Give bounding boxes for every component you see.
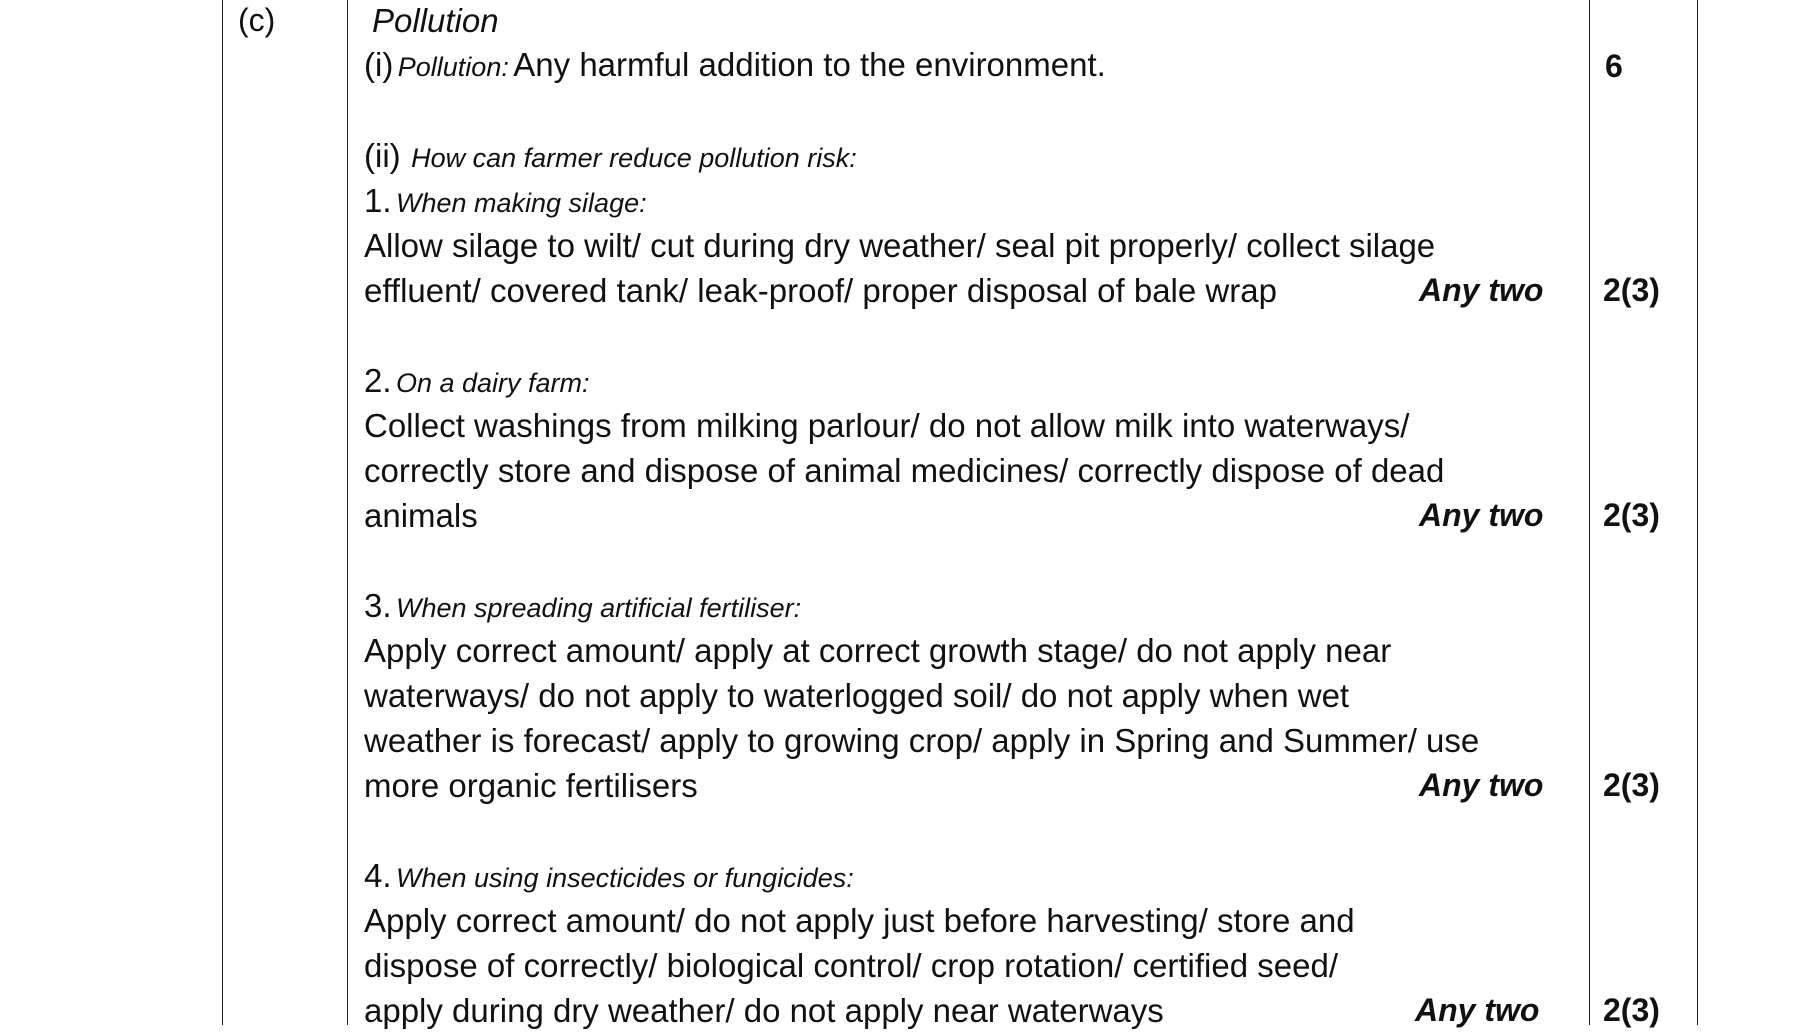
item-3-mark: 2(3) — [1603, 767, 1660, 803]
item-1-note: Any two — [1419, 272, 1544, 308]
item-3-number: 3. — [364, 587, 392, 624]
item-1-title — [364, 182, 647, 220]
item-3-line-1: Apply correct amount/ apply at correct growth stage/ do not apply near — [364, 632, 1392, 669]
item-2-line-3: animals — [364, 497, 478, 534]
item-2-note: Any two — [1419, 497, 1544, 533]
item-2-number: 2. — [364, 362, 392, 399]
item-4-note: Any two — [1415, 992, 1540, 1028]
item-4-line-2: dispose of correctly/ biological control/ crop rotation/ certified seed/ — [364, 947, 1338, 984]
definition-mark: 6 — [1605, 48, 1623, 84]
definition-line — [364, 46, 1106, 84]
table-border-label-column — [347, 0, 348, 1025]
definition-term: Pollution: — [397, 52, 509, 82]
table-border-marks-column — [1589, 0, 1590, 1025]
question-line — [364, 137, 857, 175]
table-border-right — [1697, 0, 1698, 1025]
item-3-title — [364, 587, 801, 625]
item-3-line-4: more organic fertilisers — [364, 767, 698, 804]
item-1-line-1: Allow silage to wilt/ cut during dry weather/ seal pit properly/ collect silage — [364, 227, 1436, 264]
item-4-mark: 2(3) — [1603, 992, 1660, 1028]
part-label: (c) — [238, 2, 276, 38]
item-3-line-2: waterways/ do not apply to waterlogged soil/ do not apply when wet — [364, 677, 1350, 714]
item-4-heading: When using insecticides or fungicides: — [395, 863, 854, 893]
item-2-line-1: Collect washings from milking parlour/ do not allow milk into waterways/ — [364, 407, 1410, 444]
question-text: How can farmer reduce pollution risk: — [411, 143, 857, 173]
item-3-note: Any two — [1419, 767, 1544, 803]
definition-prefix: (i) — [364, 46, 394, 83]
item-4-number: 4. — [364, 857, 392, 894]
item-1-number: 1. — [364, 182, 392, 219]
item-2-mark: 2(3) — [1603, 497, 1660, 533]
item-2-line-2: correctly store and dispose of animal medicines/ correctly dispose of dead — [364, 452, 1445, 489]
definition-text: Any harmful addition to the environment. — [513, 46, 1106, 83]
item-1-line-2: effluent/ covered tank/ leak-proof/ proper disposal of bale wrap — [364, 272, 1277, 309]
item-4-line-3: apply during dry weather/ do not apply near waterways — [364, 992, 1164, 1029]
item-4-title — [364, 857, 854, 895]
item-3-heading: When spreading artificial fertiliser: — [395, 593, 802, 623]
item-2-heading: On a dairy farm: — [395, 368, 590, 398]
section-heading: Pollution — [372, 2, 499, 39]
item-2-title — [364, 362, 590, 400]
item-4-line-1: Apply correct amount/ do not apply just before harvesting/ store and — [364, 902, 1355, 939]
item-3-line-3: weather is forecast/ apply to growing crop/ apply in Spring and Summer/ use — [364, 722, 1480, 759]
item-1-heading: When making silage: — [395, 188, 647, 218]
table-border-left — [222, 0, 223, 1025]
item-1-mark: 2(3) — [1603, 272, 1660, 308]
question-prefix: (ii) — [364, 137, 401, 174]
